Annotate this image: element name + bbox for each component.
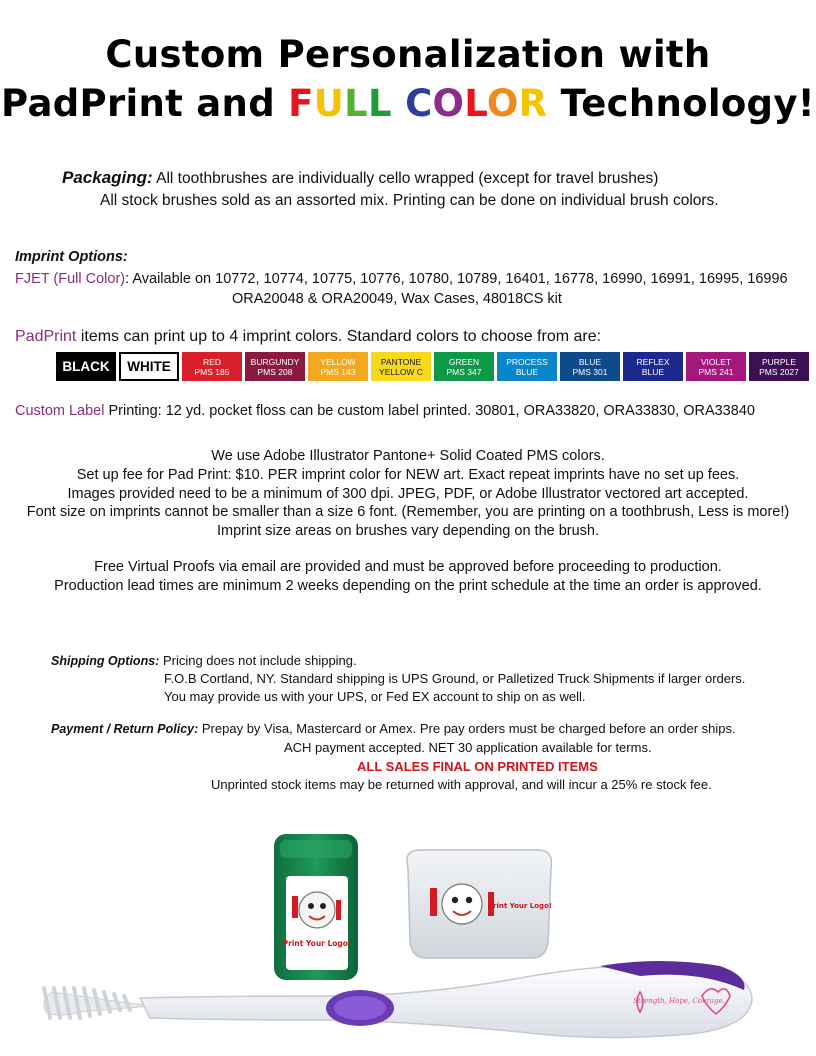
- padprint-line: [15, 328, 601, 346]
- swatch-pms: PMS 347: [446, 366, 482, 377]
- packaging-line2: All stock brushes sold as an assorted mix. Printing can be done on individual brush colors.: [100, 192, 719, 209]
- color-swatches: [56, 352, 809, 381]
- title-start: PadPrint and: [1, 82, 289, 125]
- fjet-line: [15, 270, 788, 288]
- color-swatch: [749, 352, 809, 381]
- title-letter: O: [432, 82, 465, 125]
- title-letter: O: [486, 82, 519, 125]
- color-swatch: [434, 352, 494, 381]
- color-swatch: [497, 352, 557, 381]
- title-letter: L: [344, 82, 368, 125]
- color-swatch: [182, 352, 242, 381]
- title-end: Technology!: [547, 82, 815, 125]
- product-photo: [0, 820, 816, 1056]
- payment-line2: ACH payment accepted. NET 30 application available for terms.: [284, 740, 652, 755]
- info-line: Set up fee for Pad Print: $10. PER imprint color for NEW art. Exact repeat imprints have no set up fees.: [76, 467, 740, 483]
- shipping-text: Pricing does not include shipping.: [162, 653, 357, 668]
- toothbrush: [44, 961, 752, 1038]
- title-letter: R: [518, 82, 548, 125]
- info-line: Images provided need to be a minimum of 300 dpi. JPEG, PDF, or Adobe Illustrator vectored art accepted.: [67, 486, 749, 502]
- swatch-pms: BLUE: [515, 366, 539, 377]
- swatch-name: PROCESS: [506, 356, 548, 367]
- payment-text: Prepay by Visa, Mastercard or Amex. Pre pay orders must be charged before an order ships.: [201, 721, 736, 736]
- title-letter: U: [313, 82, 345, 125]
- color-swatch: [623, 352, 683, 381]
- shipping-line1: [51, 653, 357, 669]
- title-letter: C: [405, 82, 433, 125]
- swatch-pms: PMS 241: [698, 366, 734, 377]
- swatch-pms: PMS 301: [572, 366, 608, 377]
- custom-label-label: Custom Label: [15, 403, 105, 419]
- floss-logo-text: Print Your Logo!: [282, 939, 352, 948]
- swatch-name: YELLOW: [320, 356, 356, 367]
- color-swatch: [686, 352, 746, 381]
- swatch-name: WHITE: [127, 358, 171, 374]
- packaging-line1: [62, 169, 658, 188]
- payment-line4: Unprinted stock items may be returned with approval, and will incur a 25% re stock fee.: [211, 777, 712, 792]
- color-swatch: [371, 352, 431, 381]
- brush-print-text: Strength, Hope, Courage.: [633, 997, 725, 1005]
- color-swatch: [56, 352, 116, 381]
- swatch-pms: PMS 2027: [759, 366, 799, 377]
- swatch-name: PANTONE: [380, 356, 422, 367]
- custom-label-text: Printing: 12 yd. pocket floss can be custom label printed. 30801, ORA33820, ORA33830, ORA33840: [104, 403, 755, 419]
- title-letter: L: [464, 82, 487, 125]
- swatch-pms: PMS 143: [320, 366, 356, 377]
- shipping-line3: You may provide us with your UPS, or Fed EX account to ship on as well.: [164, 689, 586, 704]
- payment-label: Payment / Return Policy:: [51, 722, 199, 736]
- swatch-pms: BLUE: [641, 366, 665, 377]
- payment-final-notice: ALL SALES FINAL ON PRINTED ITEMS: [357, 759, 598, 774]
- payment-line1: [51, 721, 736, 737]
- custom-label-line: [15, 402, 755, 420]
- imprint-heading: Imprint Options:: [15, 249, 128, 265]
- swatch-pms: YELLOW C: [379, 366, 423, 377]
- color-swatch: [308, 352, 368, 381]
- proof-line: Production lead times are minimum 2 weeks depending on the print schedule at the time an order is approved.: [54, 578, 762, 594]
- full-word: [288, 82, 392, 125]
- padprint-label: PadPrint: [15, 328, 77, 345]
- title-space: [392, 82, 405, 125]
- padprint-text: items can print up to 4 imprint colors. Standard colors to choose from are:: [76, 328, 602, 345]
- page-title-line1: Custom Personalization with: [105, 33, 711, 76]
- fjet-line2: ORA20048 & ORA20049, Wax Cases, 48018CS kit: [232, 291, 562, 307]
- swatch-name: BURGUNDY: [250, 356, 300, 367]
- swatch-pms: PMS 185: [194, 366, 230, 377]
- case-logo-text: Print Your Logo!: [487, 902, 553, 910]
- packaging-label: Packaging:: [62, 168, 153, 187]
- packaging-text: All toothbrushes are individually cello wrapped (except for travel brushes): [152, 170, 659, 187]
- color-swatch: [119, 352, 179, 381]
- title-letter: F: [288, 82, 314, 125]
- color-word: [405, 82, 547, 125]
- swatch-name: GREEN: [448, 356, 480, 367]
- color-swatch: [245, 352, 305, 381]
- travel-case: [407, 850, 552, 958]
- page-title-line2: [0, 82, 816, 125]
- fjet-label: FJET (Full Color): [15, 271, 126, 287]
- swatch-name: PURPLE: [761, 356, 796, 367]
- swatch-pms: PMS 208: [257, 366, 293, 377]
- shipping-label: Shipping Options:: [51, 654, 160, 668]
- swatch-name: RED: [203, 356, 221, 367]
- shipping-line2: F.O.B Cortland, NY. Standard shipping is UPS Ground, or Palletized Truck Shipments if larger orders.: [164, 671, 746, 686]
- title-letter: L: [367, 82, 392, 125]
- info-line: Imprint size areas on brushes vary depending on the brush.: [216, 523, 600, 539]
- fjet-text: : Available on 10772, 10774, 10775, 10776, 10780, 10789, 16401, 16778, 16990, 16991, 16995, 16996: [125, 271, 788, 287]
- floss-container: [274, 834, 358, 980]
- swatch-name: VIOLET: [700, 356, 732, 367]
- info-line: We use Adobe Illustrator Pantone+ Solid Coated PMS colors.: [211, 448, 605, 464]
- color-swatch: [560, 352, 620, 381]
- info-line: Font size on imprints cannot be smaller than a size 6 font. (Remember, you are printing on a toothbrush, Less is more!): [26, 504, 790, 520]
- swatch-name: BLACK: [62, 358, 110, 374]
- swatch-name: REFLEX: [636, 356, 670, 367]
- swatch-name: BLUE: [578, 356, 602, 367]
- proof-line: Free Virtual Proofs via email are provided and must be approved before proceeding to production.: [94, 559, 722, 575]
